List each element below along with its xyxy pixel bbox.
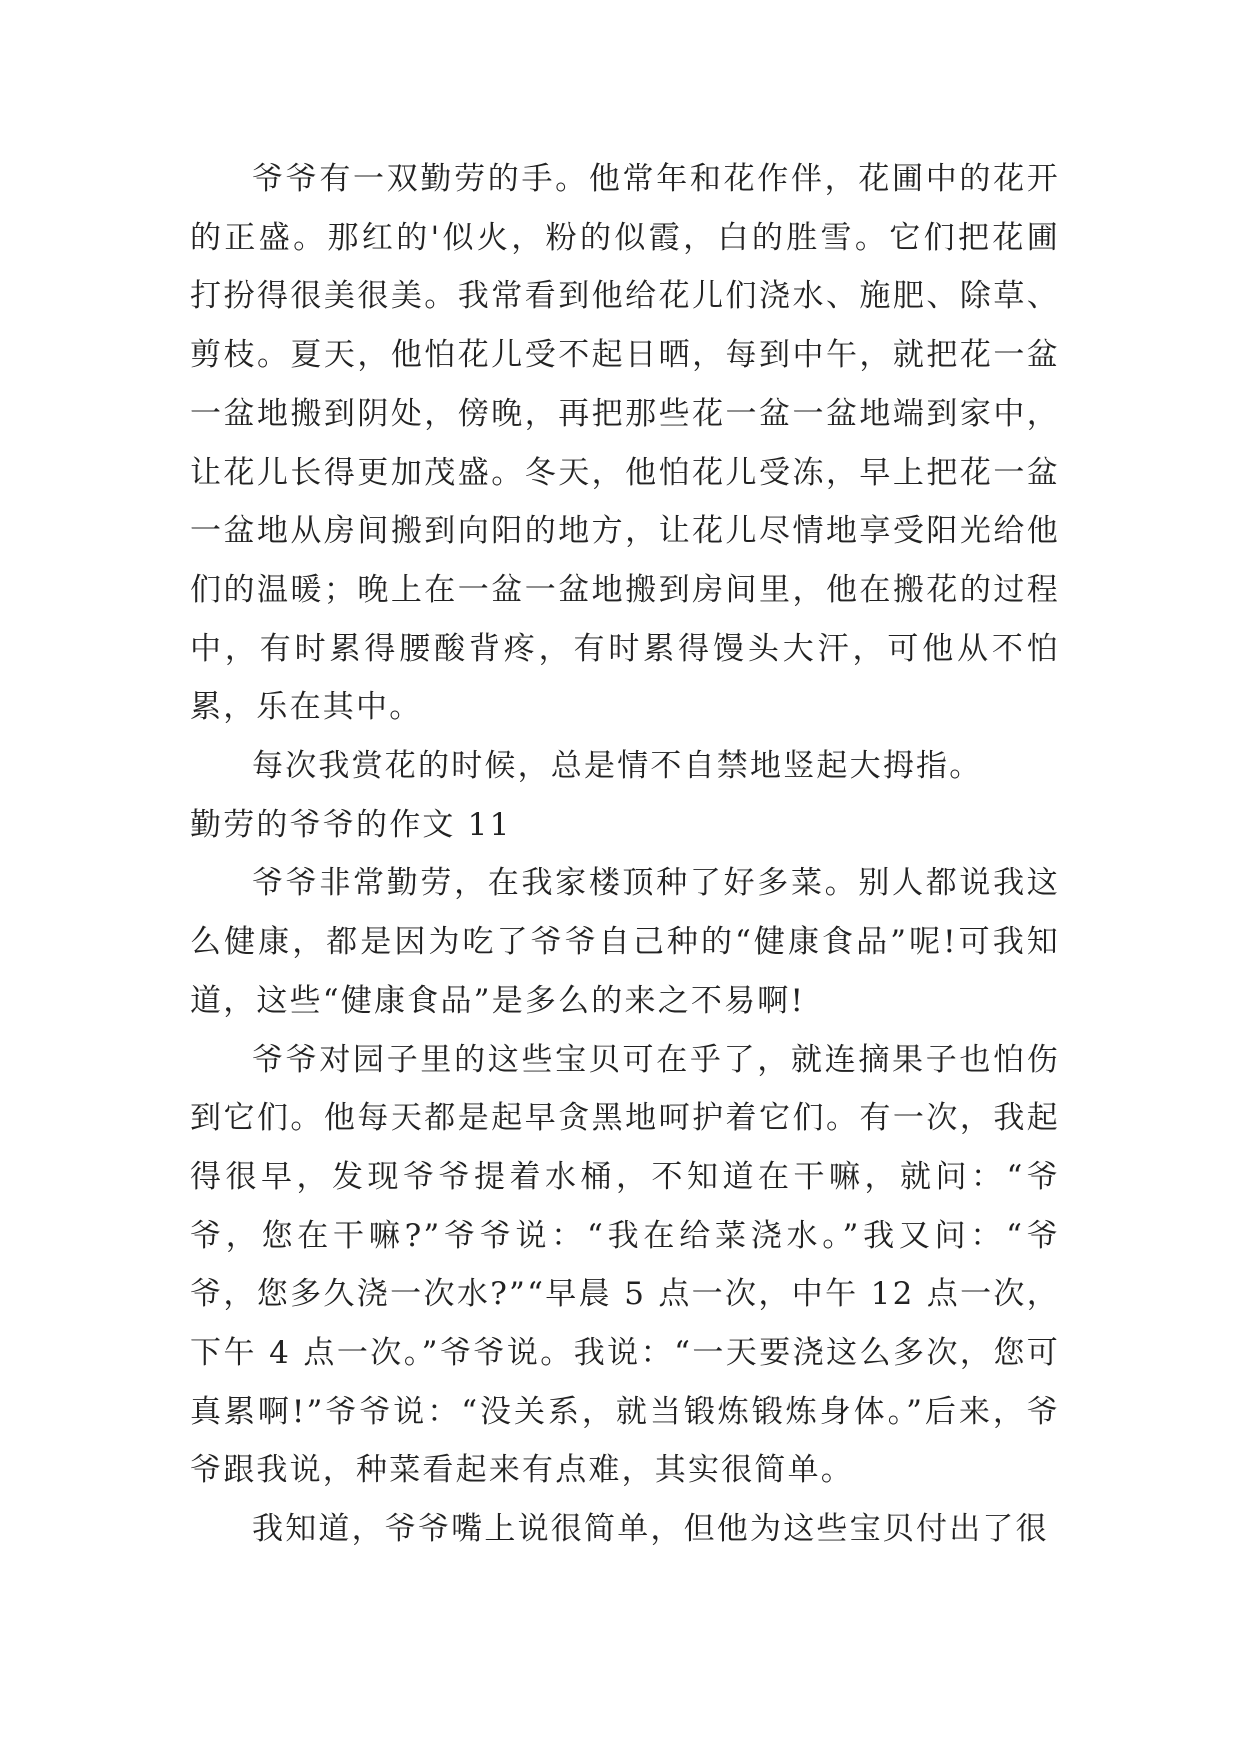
essay-heading: 勤劳的爷爷的作文 11	[190, 806, 512, 843]
document-body	[190, 150, 1060, 1559]
paragraph-watering-dialogue: 爷爷对园子里的这些宝贝可在乎了，就连摘果子也怕伤到它们。他每天都是起早贪黑地呵护着它们。有一次，我起得很早，发现爷爷提着水桶，不知道在干嘛，就问：“爷爷，您在干嘛?”爷爷说：“我在给菜浇水。”我又问：“爷爷，您多久浇一次水?”“早晨 5 点一次，中午 12 点一次，下午 4 点一次。”爷爷说。我说：“一天要浇这么多次，您可真累啊!”爷爷说：“没关系，就当锻炼锻炼身体。”后来，爷爷跟我说，种菜看起来有点难，其实很简单。	[190, 1041, 1060, 1489]
paragraph-rooftop-vegetables: 爷爷非常勤劳，在我家楼顶种了好多菜。别人都说我这么健康，都是因为吃了爷爷自己种的“健康食品”呢!可我知道，这些“健康食品”是多么的来之不易啊!	[190, 865, 1060, 1019]
paragraph-conclusion-start: 我知道，爷爷嘴上说很简单，但他为这些宝贝付出了很	[252, 1511, 1049, 1548]
paragraph-admire-flowers: 每次我赏花的时候，总是情不自禁地竖起大拇指。	[252, 748, 983, 785]
paragraph-grandpa-flowers: 爷爷有一双勤劳的手。他常年和花作伴，花圃中的花开的正盛。那红的'似火，粉的似霞，白的胜雪。它们把花圃打扮得很美很美。我常看到他给花儿们浇水、施肥、除草、剪枝。夏天，他怕花儿受不起日晒，每到中午，就把花一盆一盆地搬到阴处，傍晚，再把那些花一盆一盆地端到家中，让花儿长得更加茂盛。冬天，他怕花儿受冻，早上把花一盆一盆地从房间搬到向阳的地方，让花儿尽情地享受阳光给他们的温暖；晚上在一盆一盆地搬到房间里，他在搬花的过程中，有时累得腰酸背疼，有时累得馒头大汗，可他从不怕累，乐在其中。	[190, 161, 1060, 726]
